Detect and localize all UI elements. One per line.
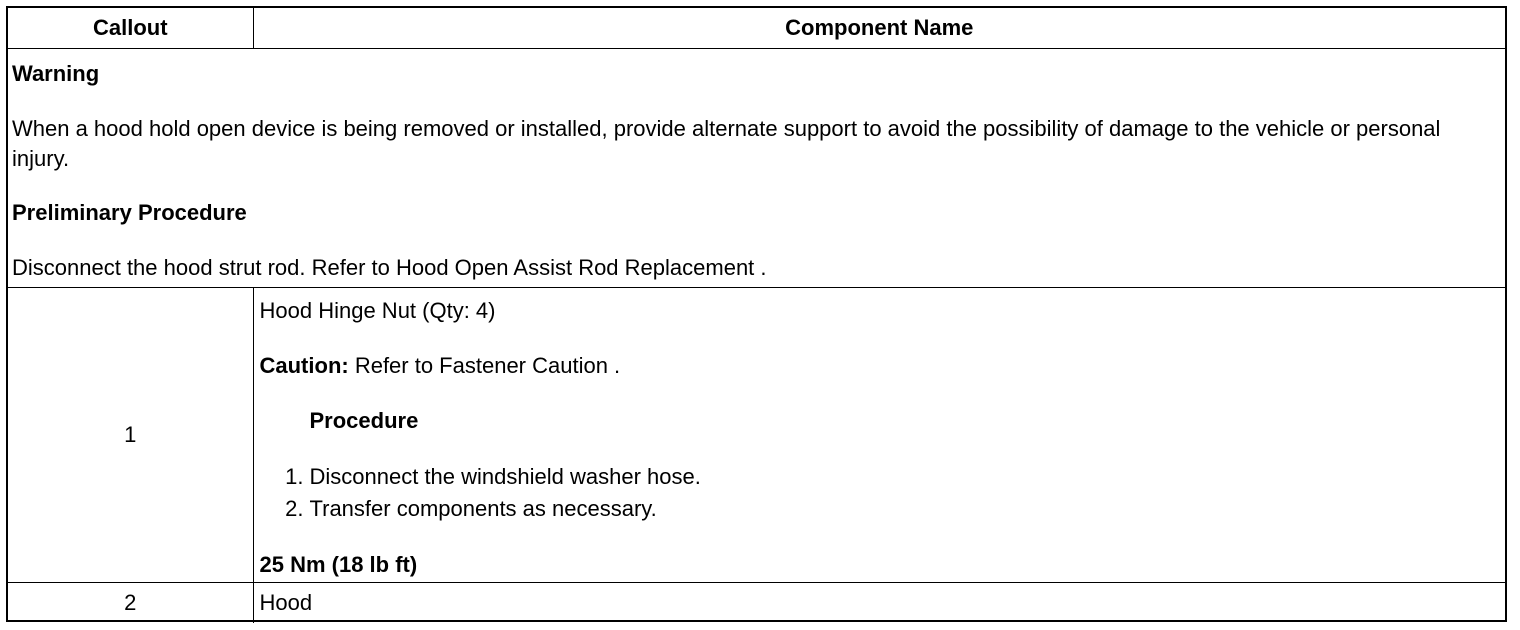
step-text: Transfer components as necessary. (309, 496, 657, 521)
notes-row (8, 49, 1505, 288)
warning-title: Warning (12, 61, 100, 86)
component-cell (253, 288, 1505, 583)
component-table-frame (6, 6, 1507, 622)
torque-spec: 25 Nm (18 lb ft) (259, 552, 418, 577)
procedure-steps (260, 461, 1500, 525)
caution-note (260, 351, 1500, 381)
procedure-step (260, 493, 1500, 525)
notes-cell (8, 49, 1505, 288)
table-row (8, 583, 1505, 624)
callout-column-header: Callout (8, 8, 253, 49)
component-name: Hood Hinge Nut (Qty: 4) (259, 298, 496, 323)
component-table (8, 8, 1505, 623)
component-name: Hood (253, 583, 1505, 624)
step-number: 2. (285, 496, 304, 521)
component-name-column-header: Component Name (253, 8, 1505, 49)
preliminary-procedure-title: Preliminary Procedure (12, 200, 247, 225)
caution-text: Refer to Fastener Caution . (348, 353, 621, 378)
warning-text: When a hood hold open device is being removed or installed, provide alternate support to avoid the possibility of damage to the vehicle or personal injury. (12, 116, 1441, 171)
step-text: Disconnect the windshield washer hose. (309, 464, 701, 489)
table-row (8, 288, 1505, 583)
procedure-step (260, 461, 1500, 493)
caution-label: Caution: (259, 353, 349, 378)
procedure-title: Procedure (309, 408, 419, 433)
step-number: 1. (285, 464, 304, 489)
preliminary-procedure-text: Disconnect the hood strut rod. Refer to Hood Open Assist Rod Replacement . (12, 255, 767, 280)
callout-cell: 1 (8, 288, 253, 583)
callout-cell: 2 (8, 583, 253, 624)
table-header-row (8, 8, 1505, 49)
